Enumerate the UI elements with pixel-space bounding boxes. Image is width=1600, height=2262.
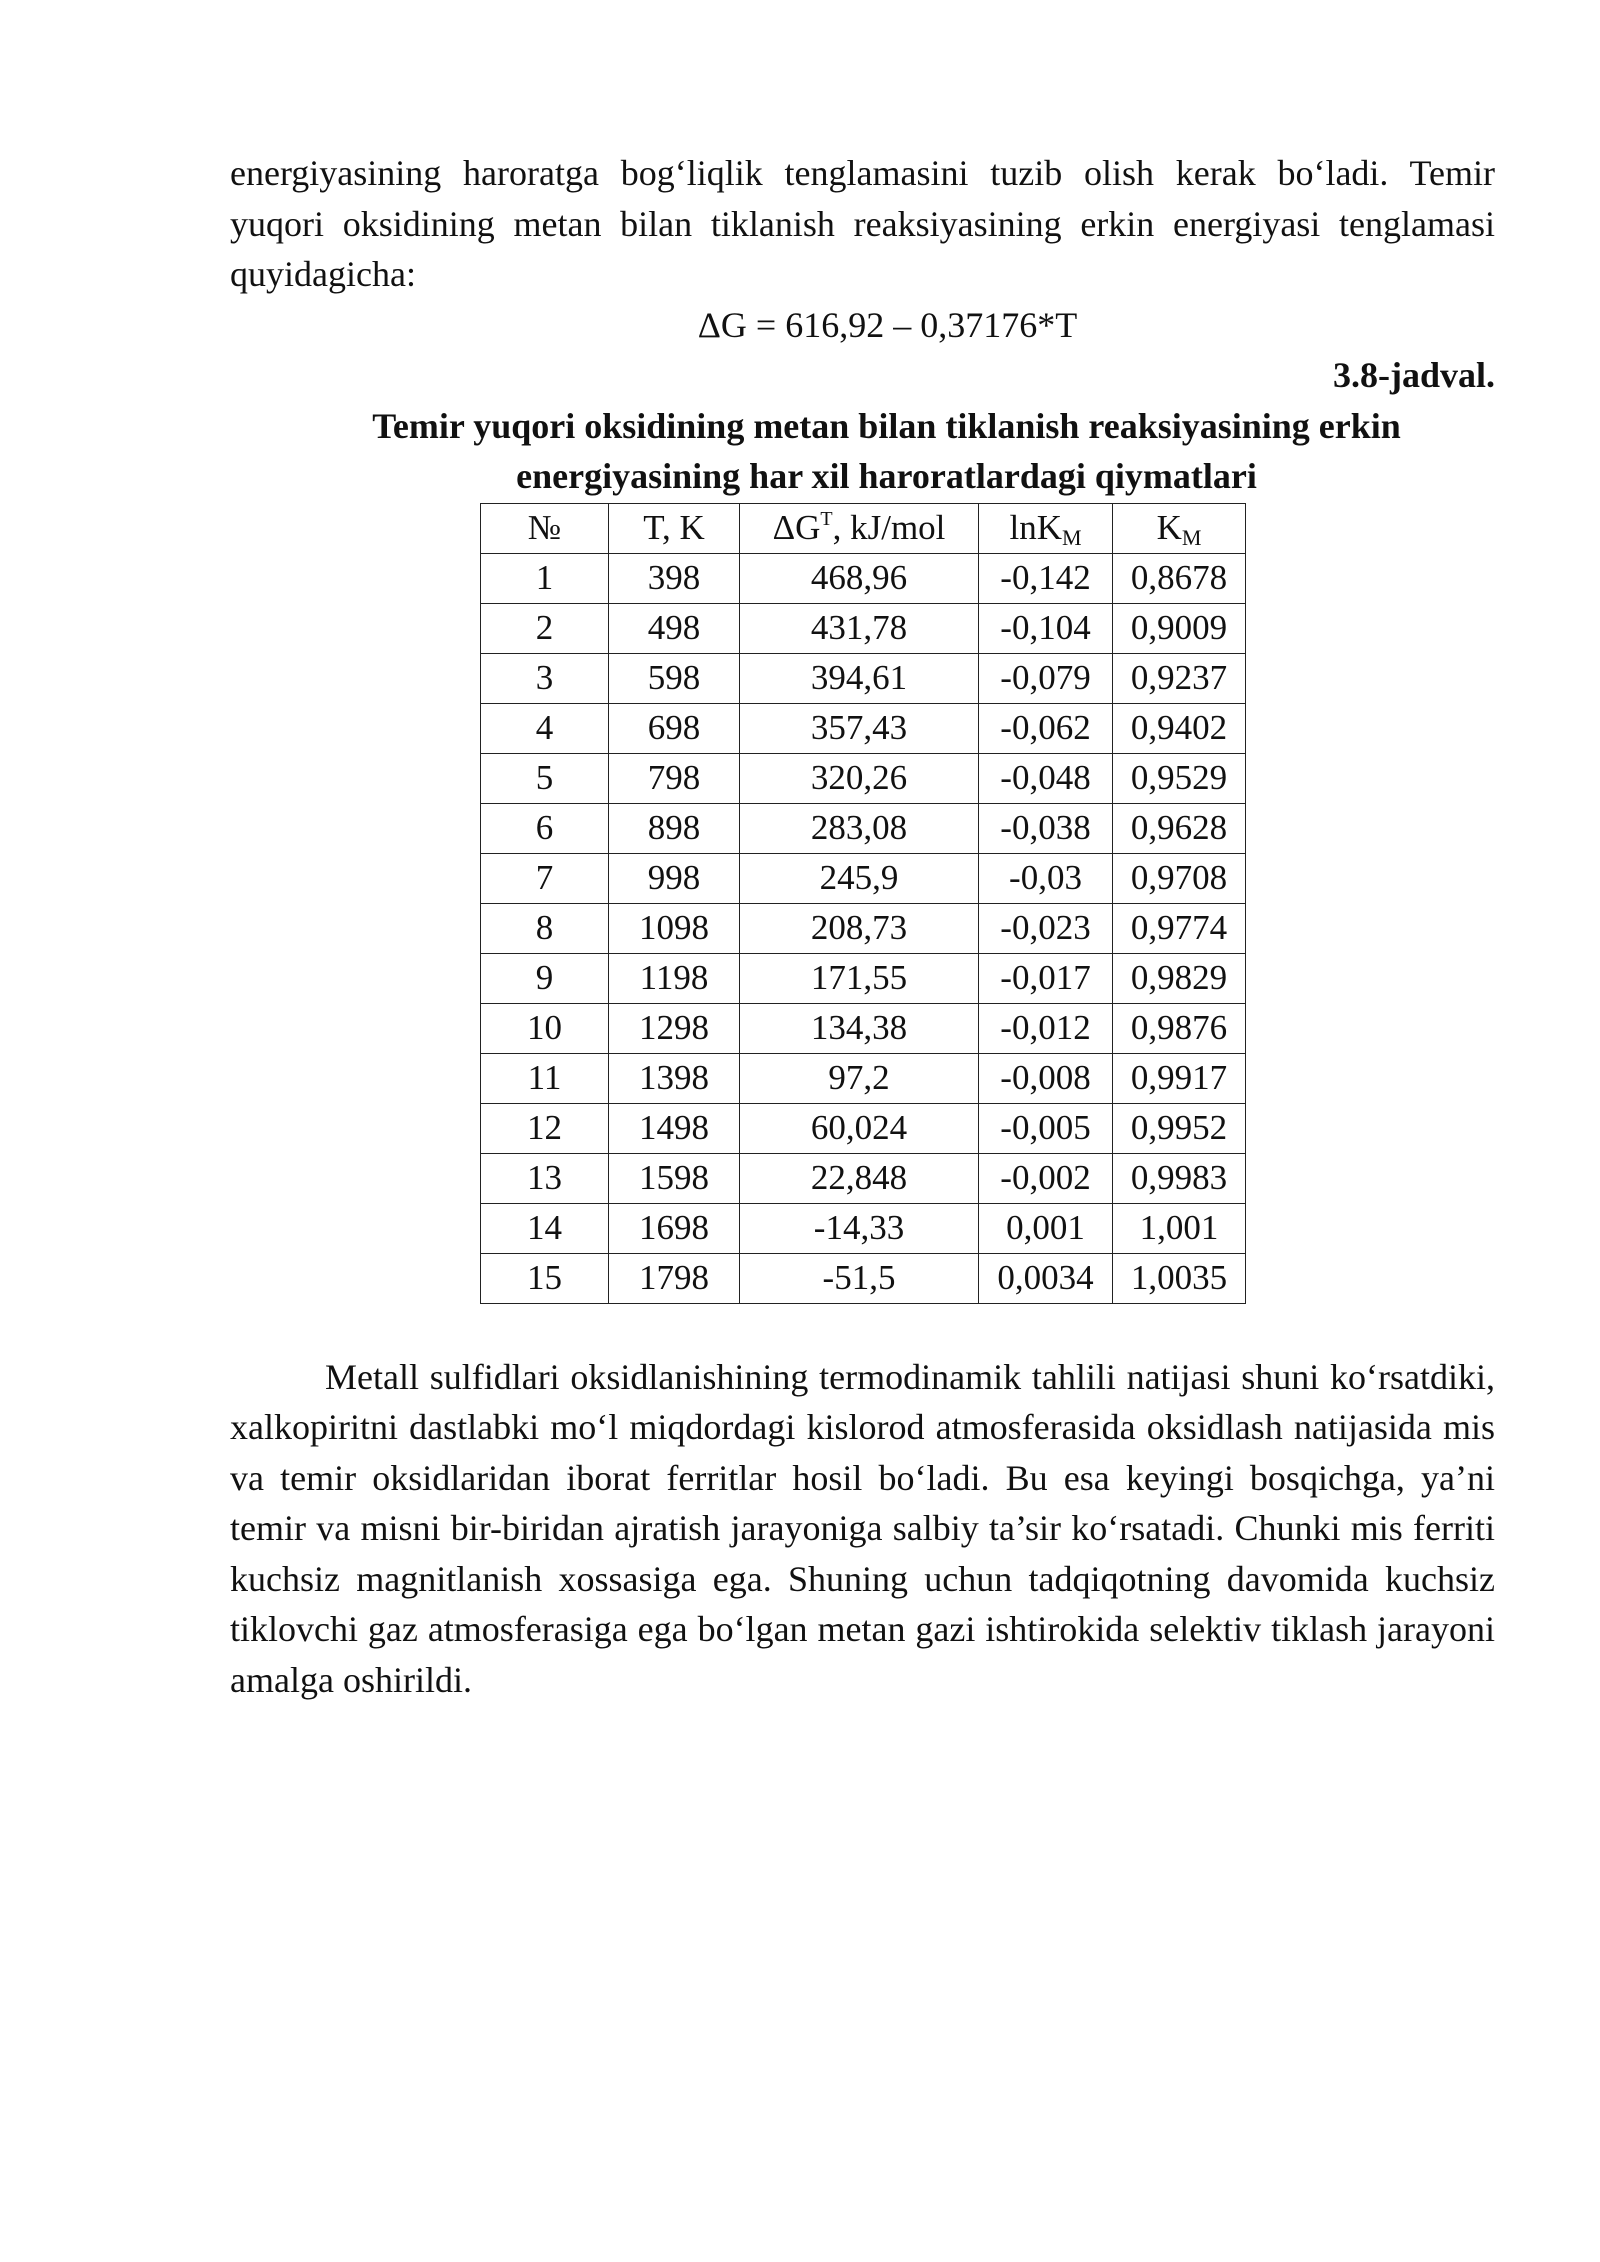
- header-number: №: [481, 503, 609, 553]
- cell-delta-g: -51,5: [740, 1253, 979, 1303]
- conclusion-paragraph: Metall sulfidlari oksidlanishining termodinamik tahlili natijasi shuni ko‘rsatdiki, xalkopiritni dastlabki mo‘l miqdordagi kislorod atmosferasida oksidlash natijasida mis va temir oksidlaridan iborat ferritlar hosil bo‘ladi. Bu esa keyingi bosqichga, ya’ni temir va misni bir-biridan ajratish jarayoniga salbiy ta’sir ko‘rsatadi. Chunki mis ferriti kuchsiz magnitlanish xossasiga ega. Shuning uchun tadqiqotning davomida kuchsiz tiklovchi gaz atmosferasiga ega bo‘lgan metan gazi ishtirokida selektiv tiklash jarayoni amalga oshirildi.: [230, 1356, 1495, 1700]
- cell-k: 0,9952: [1113, 1103, 1246, 1153]
- cell-number: 15: [481, 1253, 609, 1303]
- cell-delta-g: 97,2: [740, 1053, 979, 1103]
- table-row: [481, 1003, 1246, 1053]
- cell-k: 0,8678: [1113, 553, 1246, 603]
- cell-k: 0,9009: [1113, 603, 1246, 653]
- gibbs-energy-table: [480, 503, 1246, 1304]
- cell-lnk: -0,023: [979, 903, 1113, 953]
- cell-k: 0,9774: [1113, 903, 1246, 953]
- cell-delta-g: 60,024: [740, 1103, 979, 1153]
- cell-temperature: 1698: [609, 1203, 740, 1253]
- cell-lnk: -0,012: [979, 1003, 1113, 1053]
- cell-delta-g: 394,61: [740, 653, 979, 703]
- cell-lnk: 0,0034: [979, 1253, 1113, 1303]
- cell-number: 14: [481, 1203, 609, 1253]
- table-row: [481, 803, 1246, 853]
- cell-number: 1: [481, 553, 609, 603]
- cell-temperature: 1598: [609, 1153, 740, 1203]
- cell-number: 8: [481, 903, 609, 953]
- table-caption-line2: energiyasining har xil haroratlardagi qiymatlari: [516, 455, 1257, 496]
- cell-temperature: 398: [609, 553, 740, 603]
- table-header-row: [481, 503, 1246, 553]
- table-row: [481, 753, 1246, 803]
- cell-number: 11: [481, 1053, 609, 1103]
- cell-number: 10: [481, 1003, 609, 1053]
- cell-number: 4: [481, 703, 609, 753]
- cell-temperature: 1798: [609, 1253, 740, 1303]
- cell-k: 0,9876: [1113, 1003, 1246, 1053]
- energy-equation: ΔG = 616,92 – 0,37176*T: [697, 304, 1078, 345]
- cell-number: 2: [481, 603, 609, 653]
- cell-number: 13: [481, 1153, 609, 1203]
- header-k: $K_M$: [1113, 503, 1246, 553]
- intro-paragraph: energiyasining haroratga bog‘liqlik tenglamasini tuzib olish kerak bo‘ladi. Temir yuqori oksidining metan bilan tiklanish reaksiyasining erkin energiyasi tenglamasi quyidagicha:: [230, 153, 1495, 294]
- cell-k: 0,9529: [1113, 753, 1246, 803]
- table-number: 3.8-jadval.: [1333, 355, 1495, 395]
- cell-lnk: -0,142: [979, 553, 1113, 603]
- table-caption: [230, 401, 1495, 501]
- cell-lnk: -0,005: [979, 1103, 1113, 1153]
- table-row: [481, 1253, 1246, 1303]
- cell-temperature: 698: [609, 703, 740, 753]
- cell-number: 5: [481, 753, 609, 803]
- cell-delta-g: 245,9: [740, 853, 979, 903]
- cell-delta-g: 208,73: [740, 903, 979, 953]
- cell-lnk: -0,104: [979, 603, 1113, 653]
- cell-k: 0,9237: [1113, 653, 1246, 703]
- cell-lnk: -0,062: [979, 703, 1113, 753]
- cell-lnk: -0,03: [979, 853, 1113, 903]
- table-row: [481, 903, 1246, 953]
- cell-lnk: -0,002: [979, 1153, 1113, 1203]
- cell-lnk: -0,038: [979, 803, 1113, 853]
- cell-lnk: -0,017: [979, 953, 1113, 1003]
- table-row: [481, 953, 1246, 1003]
- cell-lnk: -0,048: [979, 753, 1113, 803]
- cell-k: 1,0035: [1113, 1253, 1246, 1303]
- cell-delta-g: 431,78: [740, 603, 979, 653]
- cell-k: 1,001: [1113, 1203, 1246, 1253]
- cell-delta-g: 134,38: [740, 1003, 979, 1053]
- header-delta-g: $\Delta G^T$, kJ/mol: [740, 503, 979, 553]
- cell-number: 7: [481, 853, 609, 903]
- cell-lnk: 0,001: [979, 1203, 1113, 1253]
- table-caption-line1: Temir yuqori oksidining metan bilan tiklanish reaksiyasining erkin: [372, 405, 1401, 446]
- cell-number: 3: [481, 653, 609, 703]
- cell-delta-g: 283,08: [740, 803, 979, 853]
- table-row: [481, 1153, 1246, 1203]
- cell-k: 0,9983: [1113, 1153, 1246, 1203]
- cell-temperature: 898: [609, 803, 740, 853]
- table-row: [481, 553, 1246, 603]
- cell-delta-g: 320,26: [740, 753, 979, 803]
- cell-temperature: 798: [609, 753, 740, 803]
- table-row: [481, 1203, 1246, 1253]
- table-row: [481, 1053, 1246, 1103]
- cell-temperature: 1498: [609, 1103, 740, 1153]
- cell-k: 0,9708: [1113, 853, 1246, 903]
- table-row: [481, 653, 1246, 703]
- cell-lnk: -0,079: [979, 653, 1113, 703]
- table-row: [481, 1103, 1246, 1153]
- header-lnk: lnK$_M$: [979, 503, 1113, 553]
- table-row: [481, 703, 1246, 753]
- cell-delta-g: 171,55: [740, 953, 979, 1003]
- cell-number: 12: [481, 1103, 609, 1153]
- cell-temperature: 498: [609, 603, 740, 653]
- cell-temperature: 1298: [609, 1003, 740, 1053]
- cell-delta-g: -14,33: [740, 1203, 979, 1253]
- cell-temperature: 998: [609, 853, 740, 903]
- cell-number: 6: [481, 803, 609, 853]
- table-row: [481, 853, 1246, 903]
- cell-number: 9: [481, 953, 609, 1003]
- document-page: [230, 148, 1495, 1705]
- cell-temperature: 598: [609, 653, 740, 703]
- cell-k: 0,9628: [1113, 803, 1246, 853]
- cell-lnk: -0,008: [979, 1053, 1113, 1103]
- cell-temperature: 1198: [609, 953, 740, 1003]
- header-temperature: T, K: [609, 503, 740, 553]
- cell-k: 0,9402: [1113, 703, 1246, 753]
- cell-delta-g: 22,848: [740, 1153, 979, 1203]
- table-row: [481, 603, 1246, 653]
- cell-temperature: 1098: [609, 903, 740, 953]
- cell-k: 0,9829: [1113, 953, 1246, 1003]
- cell-k: 0,9917: [1113, 1053, 1246, 1103]
- cell-delta-g: 468,96: [740, 553, 979, 603]
- cell-temperature: 1398: [609, 1053, 740, 1103]
- cell-delta-g: 357,43: [740, 703, 979, 753]
